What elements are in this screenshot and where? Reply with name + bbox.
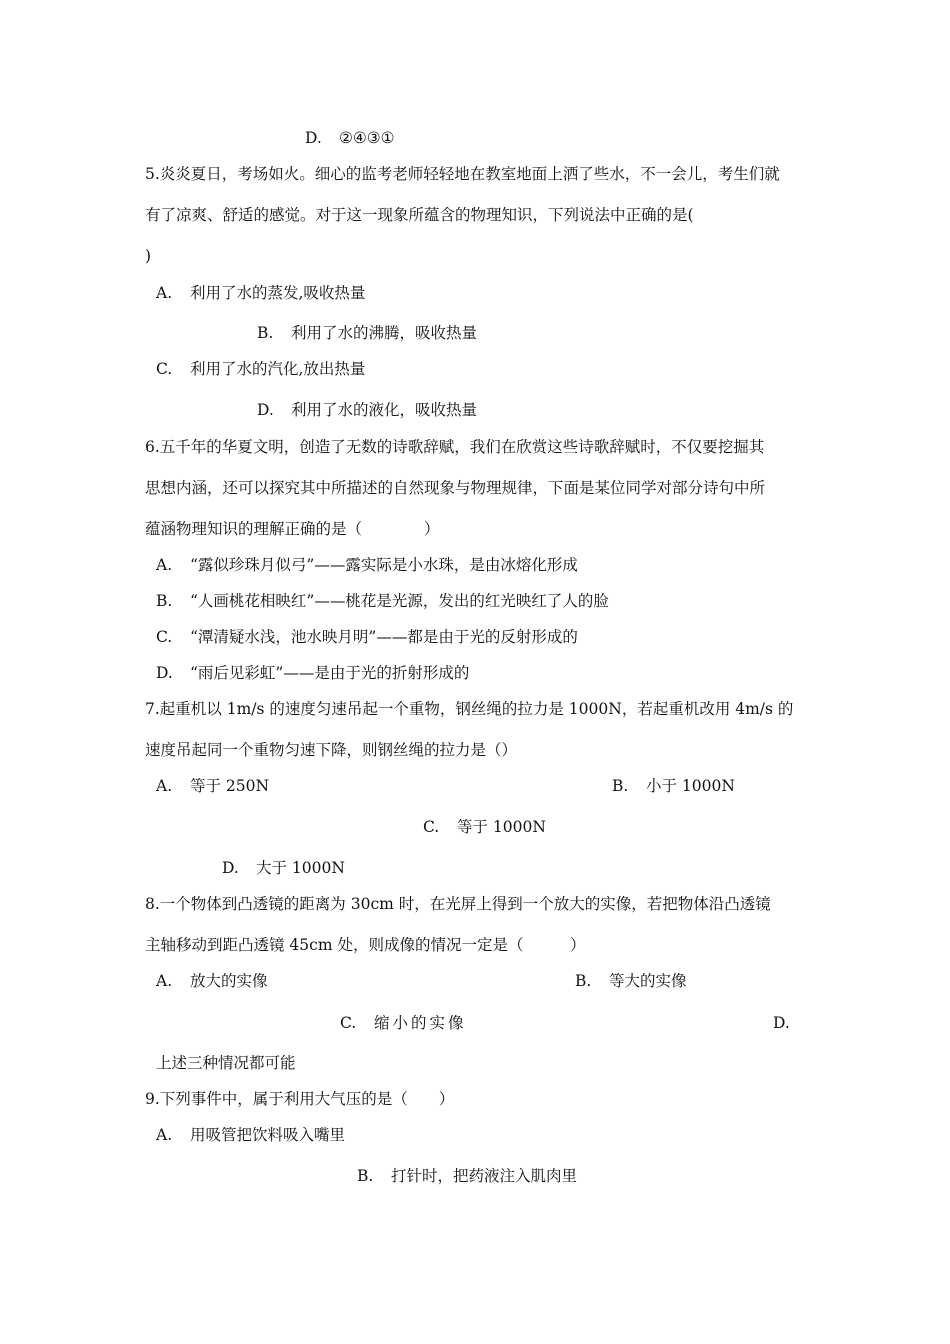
option-letter: A.: [156, 972, 173, 990]
option-letter: B.: [575, 972, 592, 990]
q6-option-d: [156, 663, 469, 683]
option-text: 等大的实像: [609, 972, 687, 990]
q6-option-a: [156, 555, 578, 575]
option-text: 小于 1000N: [646, 777, 735, 795]
option-text: 缩小的实像: [374, 1014, 467, 1032]
q4-option-d: [305, 128, 395, 148]
option-text: “露似珍珠月似弓”——露实际是小水珠，是由冰熔化形成: [190, 556, 578, 574]
q5-option-d: [257, 400, 477, 420]
option-letter: D.: [257, 401, 274, 419]
q8-option-d-text: 上述三种情况都可能: [156, 1054, 296, 1072]
q5-option-c: [156, 359, 365, 379]
option-text: 等于 250N: [190, 777, 270, 795]
option-letter: D.: [156, 664, 173, 682]
q8-option-b: [575, 971, 687, 991]
q6-stem-line-1: 6.五千年的华夏文明，创造了无数的诗歌辞赋，我们在欣赏这些诗歌辞赋时，不仅要挖掘其: [145, 438, 765, 456]
option-text: 放大的实像: [190, 972, 268, 990]
option-text: 打针时，把药液注入肌肉里: [391, 1167, 578, 1185]
option-letter: A.: [156, 777, 173, 795]
option-text: “潭清疑水浅，池水映月明”——都是由于光的反射形成的: [190, 628, 578, 646]
option-text: 大于 1000N: [256, 859, 345, 877]
option-letter: D.: [305, 129, 322, 147]
q5-stem-line-3: ): [145, 247, 152, 265]
q7-option-a: [156, 776, 269, 796]
q5-option-a: [156, 283, 365, 303]
q8-stem-line-2: 主轴移动到距凸透镜 45cm 处，则成像的情况一定是（ ）: [145, 936, 586, 954]
option-text: 利用了水的汽化,放出热量: [190, 360, 366, 378]
q7-stem-line-2: 速度吊起同一个重物匀速下降，则钢丝绳的拉力是（）: [145, 741, 518, 759]
option-text: “人画桃花相映红”——桃花是光源，发出的红光映红了人的脸: [190, 592, 609, 610]
q7-option-d: [222, 858, 345, 878]
option-text: 利用了水的液化，吸收热量: [291, 401, 478, 419]
option-text: 利用了水的沸腾，吸收热量: [291, 324, 478, 342]
q6-option-b: [156, 591, 609, 611]
q7-option-b: [612, 776, 735, 796]
q7-option-c: [423, 817, 546, 837]
q9-stem-line-1: 9.下列事件中，属于利用大气压的是（ ）: [145, 1090, 455, 1108]
q9-option-b: [357, 1166, 577, 1186]
option-letter: B.: [357, 1167, 374, 1185]
q6-stem-line-2: 思想内涵，还可以探究其中所描述的自然现象与物理规律，下面是某位同学对部分诗句中所: [145, 479, 766, 497]
q6-option-c: [156, 627, 578, 647]
option-text: 用吸管把饮料吸入嘴里: [190, 1126, 346, 1144]
option-letter: C.: [156, 628, 173, 646]
q8-option-d-letter: D.: [773, 1014, 790, 1032]
option-letter: B.: [612, 777, 629, 795]
q6-stem-line-3: 蕴涵物理知识的理解正确的是（ ）: [145, 520, 440, 538]
q5-option-b: [257, 323, 477, 343]
option-letter: B.: [156, 592, 173, 610]
option-letter: A.: [156, 284, 173, 302]
option-text: “雨后见彩虹”——是由于光的折射形成的: [190, 664, 470, 682]
q9-option-a: [156, 1125, 345, 1145]
q8-stem-line-1: 8.一个物体到凸透镜的距离为 30cm 时，在光屏上得到一个放大的实像，若把物体沿凸透镜: [145, 895, 771, 913]
q8-option-c: [340, 1013, 467, 1033]
option-letter: A.: [156, 556, 173, 574]
option-letter: C.: [423, 818, 440, 836]
option-letter: A.: [156, 1126, 173, 1144]
q8-option-a: [156, 971, 268, 991]
q7-stem-line-1: 7.起重机以 1m/s 的速度匀速吊起一个重物，钢丝绳的拉力是 1000N，若起重机改用 4m/s 的: [145, 700, 794, 718]
option-letter: D.: [222, 859, 239, 877]
option-text: 利用了水的蒸发,吸收热量: [190, 284, 366, 302]
option-text: 等于 1000N: [457, 818, 546, 836]
option-letter: C.: [340, 1014, 357, 1032]
option-letter: B.: [257, 324, 274, 342]
option-text: ②④③①: [339, 129, 395, 147]
option-letter: C.: [156, 360, 173, 378]
q5-stem-line-2: 有了凉爽、舒适的感觉。对于这一现象所蕴含的物理知识，下列说法中正确的是(: [145, 206, 694, 224]
q5-stem-line-1: 5.炎炎夏日，考场如火。细心的监考老师轻轻地在教室地面上洒了些水，不一会儿，考生们就: [145, 165, 780, 183]
